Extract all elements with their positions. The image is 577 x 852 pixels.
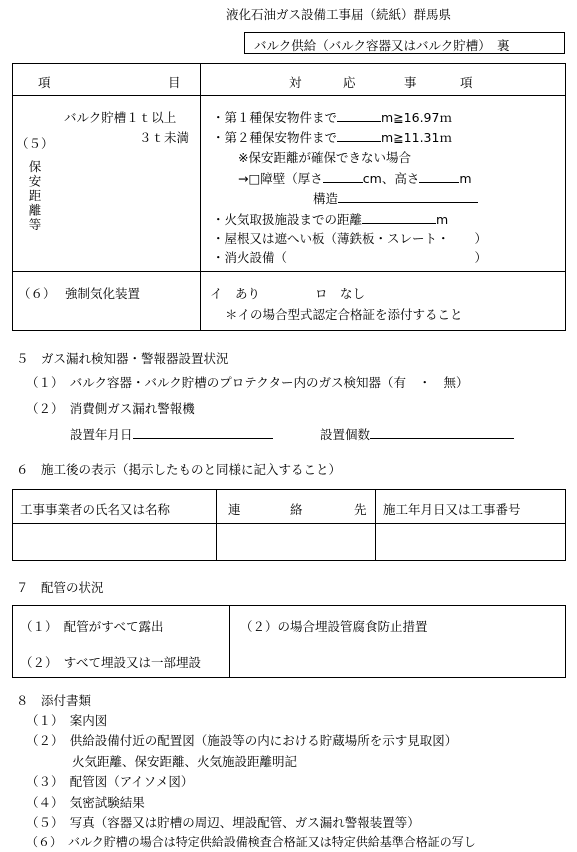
line2-row [212,128,452,146]
line1-row [212,108,452,126]
install-count-input[interactable] [370,426,514,439]
section8-heading: ８ 添付書類 [16,693,92,708]
contractor-col-divider-2 [375,489,376,561]
section5-item1: （１） バルク容器・バルク貯槽のプロテクター内のガス検知器（有 ・ 無） [26,375,469,390]
table-row-divider [12,271,566,272]
contact-header-1: 連 [228,502,241,517]
work-date-header: 施工年月日又は工事番号 [383,502,521,517]
row5-capacity-1: バルク貯槽１ｔ以上 [64,110,177,125]
line1-suffix: ≧16.97ｍ [393,110,452,125]
row6-number: （６） [18,286,56,301]
line1-prefix: ・第１種保安物件まで [212,110,338,125]
fire-distance-label: ・火気取扱施設までの距離 [212,212,363,227]
header-action-1: 対 [289,75,302,90]
section7-heading: ７ 配管の状況 [16,580,104,595]
line2-suffix: ≧11.31ｍ [393,130,452,145]
install-count-label: 設置個数 [320,427,371,442]
wall-prefix: →□障壁（厚さ [238,171,323,186]
fire-distance-row [212,210,448,228]
line2-unit: m [381,130,394,145]
header-action-3: 事 [404,75,417,90]
line1-input[interactable] [337,109,381,122]
line2-input[interactable] [337,129,381,142]
contact-header-2: 絡 [290,502,303,517]
table-header-divider [12,95,566,96]
header-action-2: 応 [343,75,356,90]
attachment-item-2-note: 火気距離、保安距離、火気施設距離明記 [72,754,298,769]
line2-prefix: ・第２種保安物件まで [212,130,338,145]
install-date-row [70,425,273,443]
install-date-label: 設置年月日 [70,427,133,442]
section5-item2: （２） 消費側ガス漏れ警報機 [26,401,195,416]
attachment-item-4: （４） 気密試験結果 [26,795,145,810]
structure-row [313,189,478,207]
attachment-item-6: （６） バルク貯槽の場合は特定供給設備検査合格証又は特定供給基準合格証の写し [26,835,476,849]
vaporizer-option-yes[interactable]: イ あり [210,286,261,301]
header-item-1: 項 [38,75,51,90]
contractor-header-divider [12,523,566,524]
structure-input[interactable] [338,190,478,203]
contractor-name-header: 工事事業者の氏名又は名称 [20,502,171,517]
roof-line: ・屋根又は遮へい板（薄鉄板・スレート・ ） [212,231,488,246]
wall-cm-label: cm、高さ [362,171,420,186]
structure-label: 構造 [313,191,339,206]
contact-header-3: 先 [354,502,367,517]
contractor-col-divider-1 [216,489,217,561]
line1-unit: m [381,110,394,125]
section6-heading: ６ 施工後の表示（掲示したものと同様に記入すること） [16,462,342,477]
fire-distance-unit: m [436,212,449,227]
header-item-2: 目 [168,75,181,90]
vaporizer-option-no[interactable]: ロ なし [315,286,366,301]
table-col-divider [200,63,201,331]
distance-note: ※保安距離が確保できない場合 [238,150,411,165]
install-count-row [320,425,514,443]
attachment-item-2: （２） 供給設備付近の配置図（施設等の内における貯蔵場所を示す見取図） [26,733,458,748]
row5-capacity-2: ３ｔ未満 [139,130,190,145]
row5-number: （５） [16,136,54,151]
row5-vertical-label: 保安距離等 [27,160,42,233]
piping-all-exposed: （１） 配管がすべて露出 [20,619,164,634]
wall-thickness-input[interactable] [323,170,363,183]
extinguisher-line: ・消火設備（ ） [212,250,488,265]
document-title: 液化石油ガス設備工事届（続紙）群馬県 [226,7,452,22]
piping-col-divider [229,605,230,678]
wall-height-input[interactable] [419,170,459,183]
piping-buried: （２） すべて埋設又は一部埋設 [20,655,202,670]
row6-label: 強制気化装置 [65,286,141,301]
header-action-4: 項 [460,75,473,90]
section5-heading: ５ ガス漏れ検知器・警報器設置状況 [16,351,229,366]
wall-m-label: m [459,171,472,186]
attachment-item-1: （１） 案内図 [26,713,108,728]
fire-distance-input[interactable] [362,211,436,224]
supply-type-label: バルク供給（バルク容器又はバルク貯槽） 裏 [254,38,510,53]
wall-row [238,169,472,187]
attachment-item-5: （５） 写真（容器又は貯槽の周辺、埋設配管、ガス漏れ警報装置等） [26,815,420,830]
attachment-item-3: （３） 配管図（アイソメ図） [26,774,194,789]
install-date-input[interactable] [133,426,273,439]
corrosion-prevention: （２）の場合埋設管腐食防止措置 [240,619,428,634]
vaporizer-note: ＊イの場合型式認定合格証を添付すること [225,307,463,322]
